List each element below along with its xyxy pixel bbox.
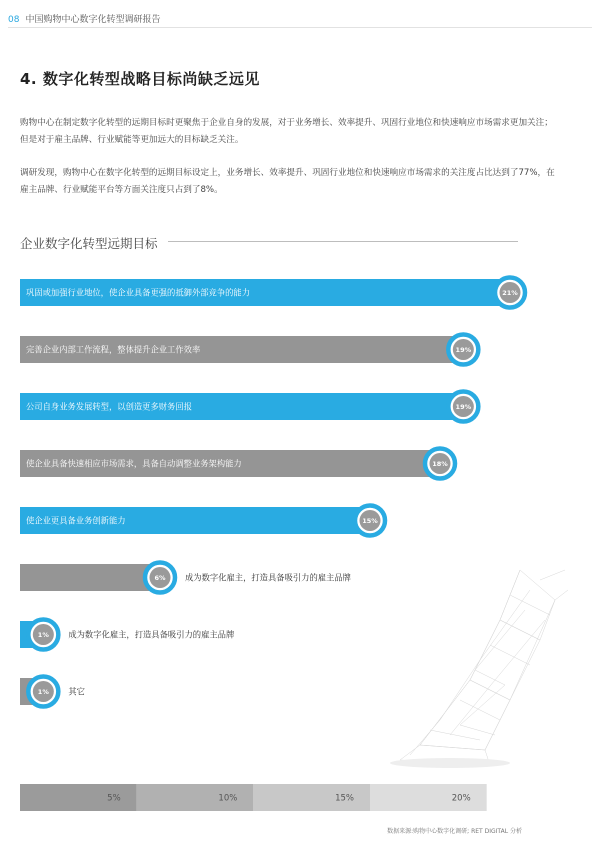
bar-label-4: 使企业更具备业务创新能力 xyxy=(26,515,126,526)
bar-label-0: 巩固或加强行业地位，使企业具备更强的抵御外部竞争的能力 xyxy=(26,287,251,298)
value-label-5: 6% xyxy=(154,573,166,582)
bars xyxy=(20,278,525,707)
axis-tick-label-3: 20% xyxy=(451,793,471,804)
report-title: 中国购物中心数字化转型调研报告 xyxy=(25,15,161,25)
value-label-4: 15% xyxy=(362,516,378,525)
paragraph-2: 调研发现，购物中心在数字化转型的远期目标设定上，业务增长、效率提升、巩固行业地位和快速响应市场需求的关注度占比达到了77%，在雇主品牌、行业赋能平台等方面关注度只占到了8%。 xyxy=(20,168,555,195)
bar-label-6: 成为数字化雇主，打造具备吸引力的雇主品牌 xyxy=(68,629,235,640)
bar-label-1: 完善企业内部工作流程，整体提升企业工作效率 xyxy=(26,344,201,355)
axis-tick-label-1: 10% xyxy=(218,793,238,804)
value-label-1: 19% xyxy=(455,345,472,354)
value-label-6: 1% xyxy=(37,630,49,639)
bar-5 xyxy=(20,564,160,591)
bar-label-7: 其它 xyxy=(68,686,85,697)
paragraph-1: 购物中心在制定数字化转型的远期目标时更聚焦于企业自身的发展，对于业务增长、效率提升、巩固行业地位和快速响应市场需求更加关注；但是对于雇主品牌、行业赋能等更加远大的目标缺乏关注。 xyxy=(20,118,553,145)
source-note: 数据来源:购物中心数字化调研; RET DIGITAL 分析 xyxy=(387,828,522,835)
axis-tick-label-0: 5% xyxy=(107,793,121,804)
value-label-3: 18% xyxy=(432,459,448,468)
axis-bands xyxy=(20,784,487,811)
bar-label-2: 公司自身业务发展转型，以创造更多财务回报 xyxy=(26,401,192,412)
value-label-0: 21% xyxy=(502,288,518,297)
section-title: 4. 数字化转型战略目标尚缺乏远见 xyxy=(20,70,260,88)
bar-label-5: 成为数字化雇主，打造具备吸引力的雇主品牌 xyxy=(185,572,351,583)
page-number: 08 xyxy=(8,15,20,25)
axis-tick-label-2: 15% xyxy=(335,793,354,804)
chart-title: 企业数字化转型远期目标 xyxy=(20,236,158,251)
bar-label-3: 使企业具备快速相应市场需求，具备自动调整业务架构能力 xyxy=(26,458,242,469)
value-label-7: 1% xyxy=(37,687,49,696)
value-label-2: 19% xyxy=(455,402,472,411)
